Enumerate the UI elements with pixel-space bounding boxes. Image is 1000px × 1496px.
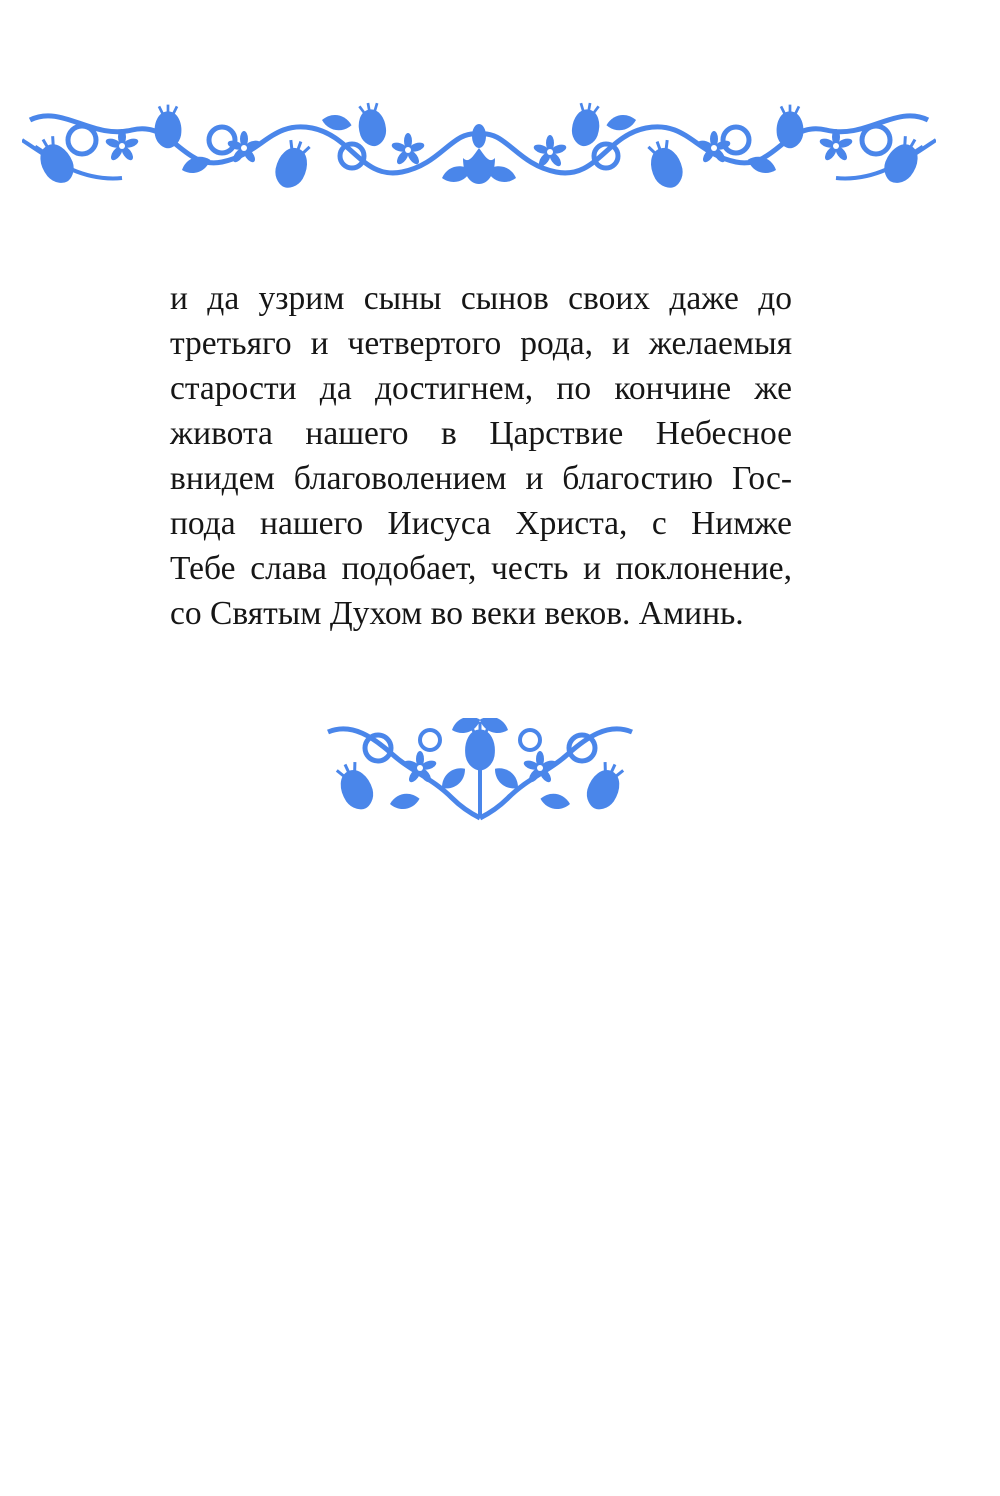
floral-vignette-ornament [322,718,638,822]
prayer-line: Тебе слава подобает, честь и поклонение, [170,550,792,587]
prayer-line: старости да достигнем, по кончине же [170,370,792,407]
prayer-line: и да узрим сыны сынов своих даже до [170,280,792,317]
floral-border-ornament [22,100,936,198]
prayer-line-last: со Святым Духом во веки веков. Аминь. [170,595,744,632]
prayer-line: пода нашего Иисуса Христа, с Нимже [170,505,792,542]
prayer-line: третьяго и четвертого рода, и желаемыя [170,325,792,362]
prayer-text [170,276,792,636]
prayer-line: живота нашего в Царствие Небесное [170,415,792,452]
prayer-line: внидем благоволением и благостию Гос- [170,460,792,497]
